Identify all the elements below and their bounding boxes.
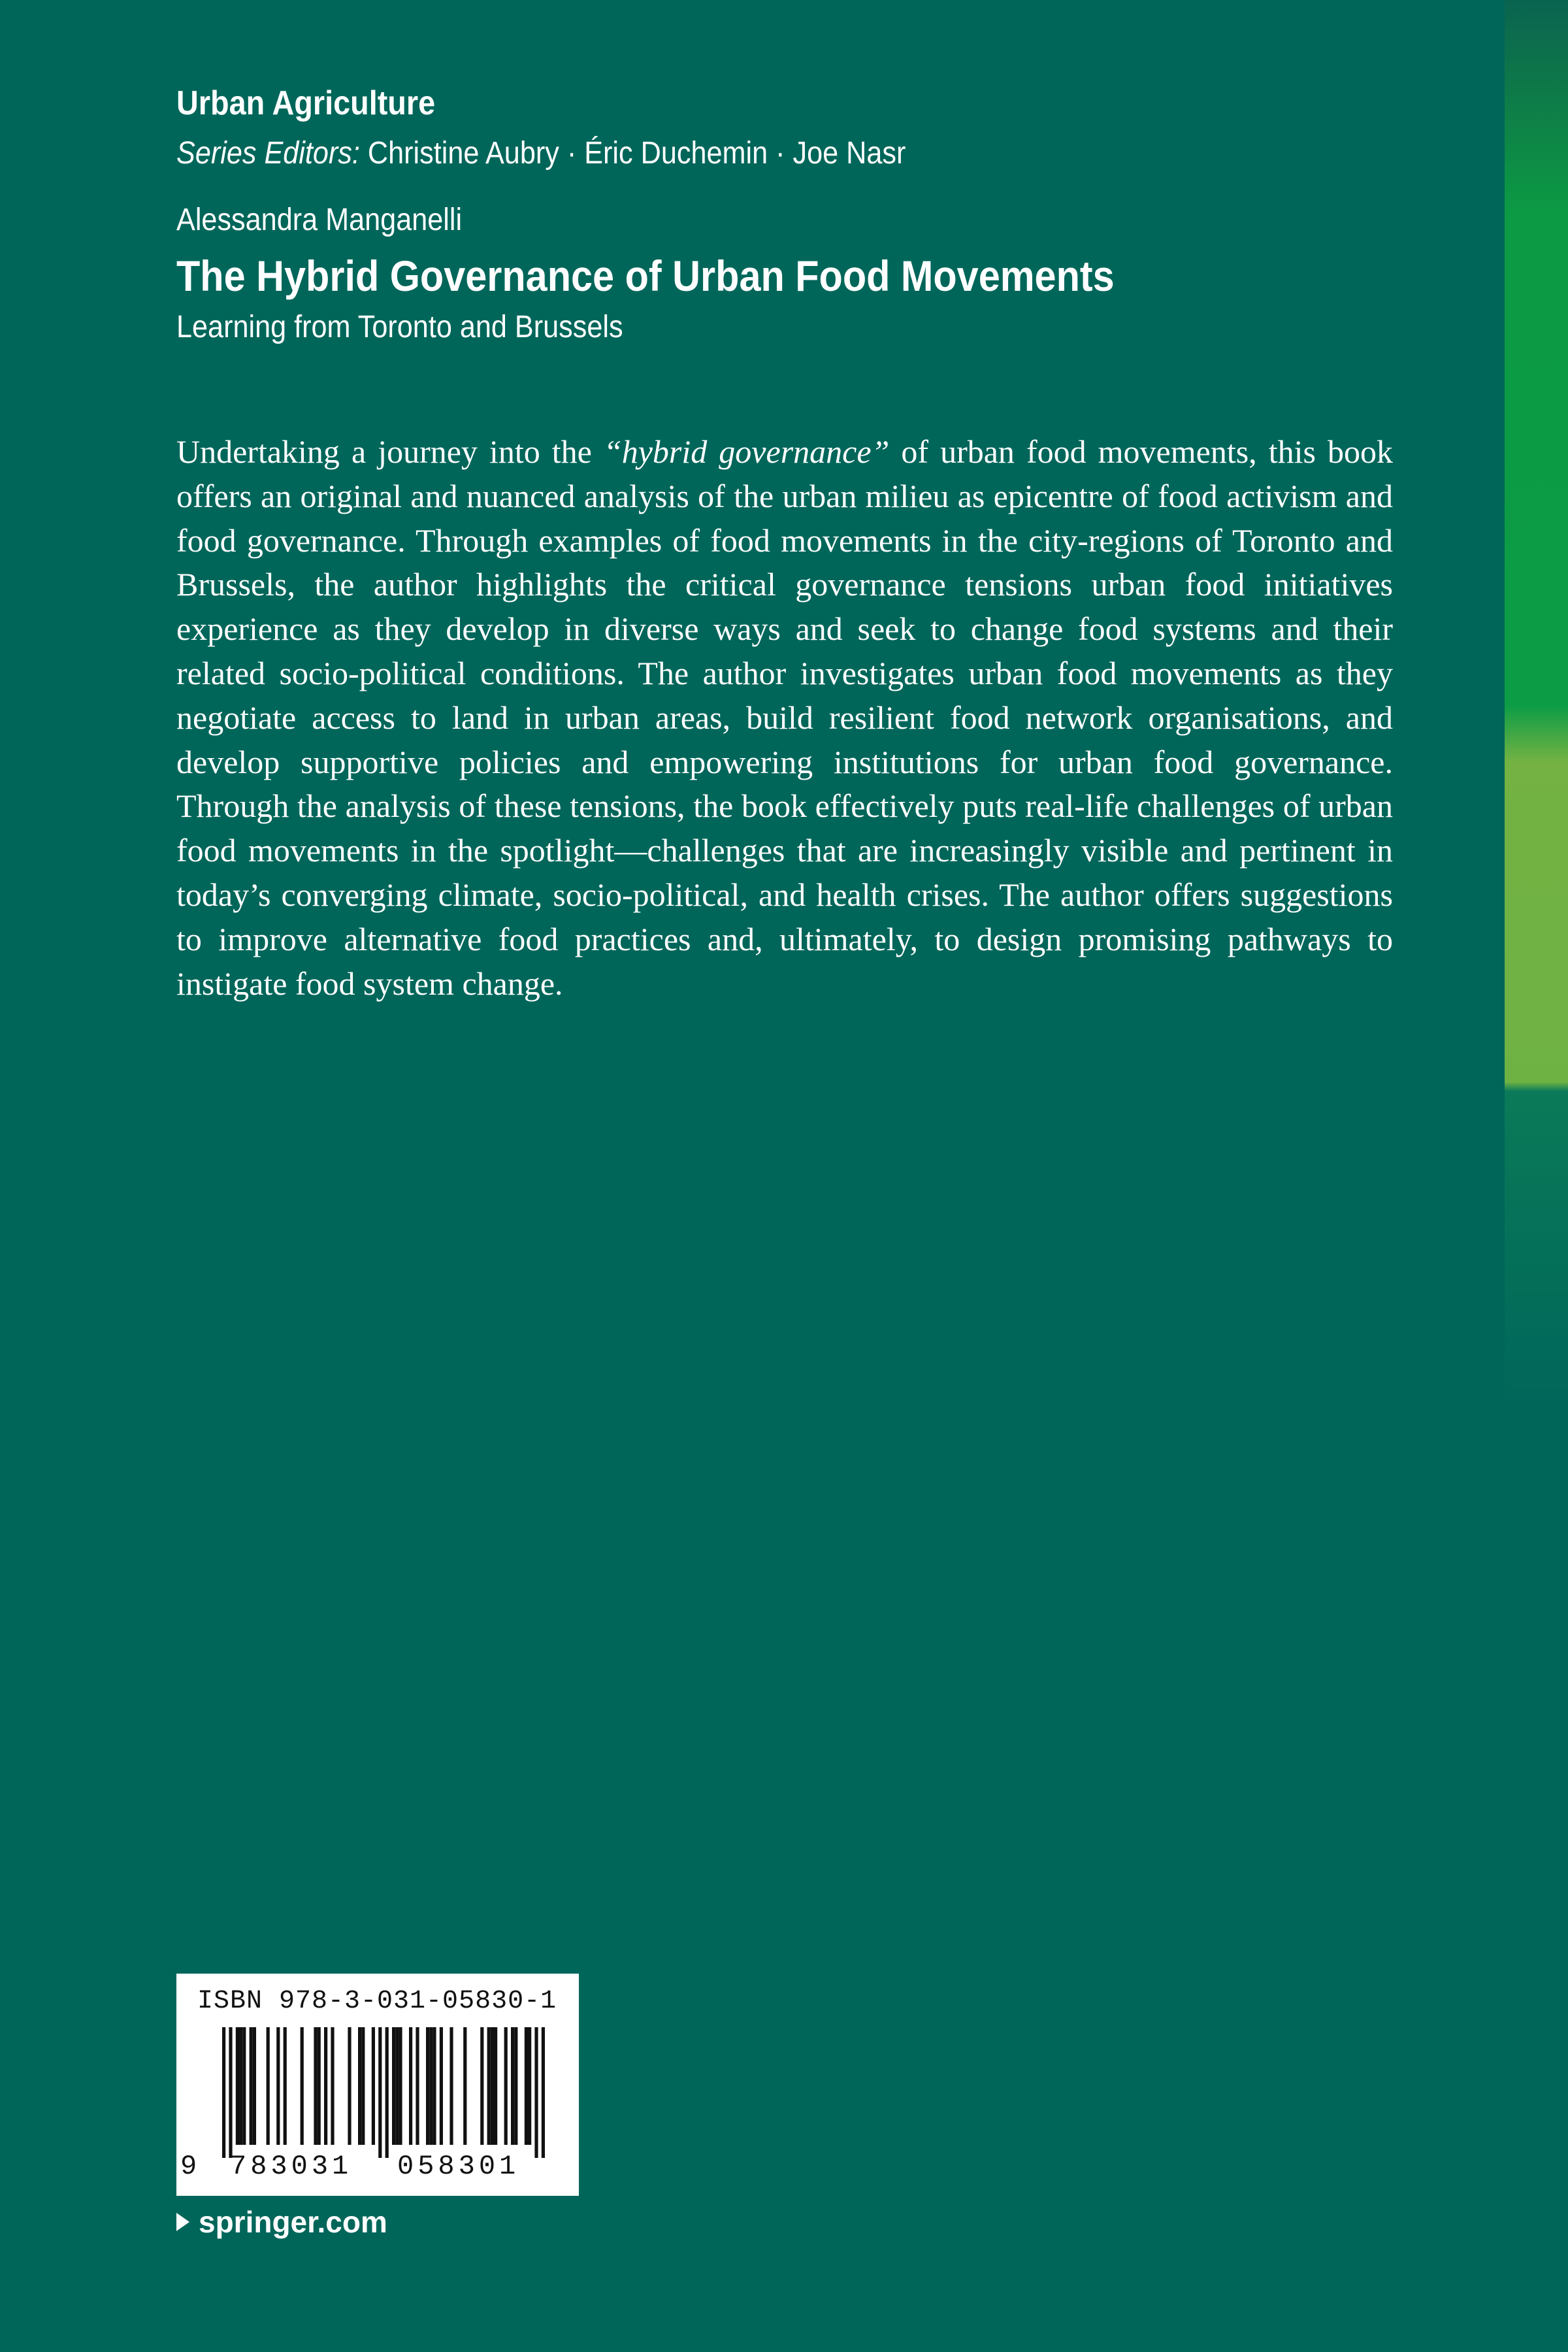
barcode-bar [229,2027,232,2158]
barcode-bar [487,2027,491,2145]
barcode-bar [449,2027,453,2145]
barcode-bar [399,2027,402,2145]
series-editors-label: Series Editors: [176,136,360,171]
blurb-intro: Undertaking a journey into the [176,433,604,470]
barcode-bar [395,2027,399,2145]
barcode-bar [385,2027,389,2158]
barcode-bar [409,2027,412,2145]
arrow-right-icon [176,2213,189,2231]
barcode-bar [348,2027,351,2145]
barcode-bar [222,2027,225,2158]
barcode-bar [284,2027,287,2145]
barcode-bar [314,2027,317,2145]
barcode-bar [463,2027,466,2145]
barcode-left-digits: 783031 [230,2151,353,2182]
spine-color-strip [1505,0,1568,2352]
barcode-bar [392,2027,395,2145]
barcode-bars [196,2027,559,2158]
barcode-bar [253,2027,256,2145]
barcode-bar [480,2027,483,2145]
barcode-bar [511,2027,514,2145]
barcode-bar [372,2027,375,2145]
barcode-bar [236,2027,239,2145]
barcode-bar [239,2027,242,2145]
series-editors-names: Christine Aubry · Éric Duchemin · Joe Nasr [359,136,906,171]
barcode-lead-digit: 9 [180,2151,197,2182]
series-title: Urban Agriculture [176,84,436,122]
barcode-bar [433,2027,436,2145]
publisher-link[interactable] [176,2201,387,2243]
barcode-bar [504,2027,508,2145]
barcode-bar [250,2027,253,2145]
blurb-italic-phrase: “hybrid governance” [603,433,890,470]
barcode-bar [525,2027,528,2145]
barcode-bar [416,2027,419,2145]
barcode-bar [318,2027,321,2145]
barcode-bar [426,2027,429,2145]
barcode-bar [361,2027,365,2145]
barcode-bar [542,2027,545,2158]
barcode-bar [514,2027,517,2145]
barcode-bar [301,2027,304,2145]
publisher-website: springer.com [199,2205,387,2239]
book-title: The Hybrid Governance of Urban Food Movements [176,252,1115,300]
barcode-bar [440,2027,443,2145]
series-editors [176,129,906,178]
isbn-text: ISBN 978-3-031-05830-1 [197,1987,557,2016]
barcode-bar [491,2027,494,2145]
barcode-bar [378,2027,382,2158]
barcode-right-digits: 058301 [397,2151,520,2182]
barcode-bar [494,2027,497,2145]
book-blurb [176,430,1393,1006]
barcode-bar [267,2027,270,2145]
barcode-bar [534,2027,538,2158]
barcode-bar [528,2027,531,2145]
barcode-bar [324,2027,327,2145]
blurb-body: of urban food movements, this book offers an original and nuanced analysis of the urban milieu as epicentre of food activism and food governance. Through examples of food movements in the city-regions of Toronto and Brussels, the author highlights the critical governance tensions urban food initiatives experience as they develop in diverse ways and seek to change food systems and their related socio-political conditions. The author investigates urban food movements as they negotiate access to land in urban areas, build resilient food network organisations, and develop supportive policies and empowering institutions for urban food governance. Through the analysis of these tensions, the book effectively puts real-life challenges of urban food movements in the spotlight—challenges that are increasingly visible and pertinent in today’s converging climate, socio-political, and health crises. The author offers suggestions to improve alternative food practices and, ultimately, to design promising pathways to instigate food system change. [176,433,1393,1002]
isbn-barcode [176,1974,579,2196]
book-author: Alessandra Manganelli [176,203,463,237]
barcode-bar [358,2027,361,2145]
series-block [176,77,987,178]
book-subtitle: Learning from Toronto and Brussels [176,310,623,344]
barcode-bar [429,2027,433,2145]
barcode-bar [242,2027,246,2145]
barcode-bar [331,2027,334,2145]
barcode-bar [276,2027,280,2145]
